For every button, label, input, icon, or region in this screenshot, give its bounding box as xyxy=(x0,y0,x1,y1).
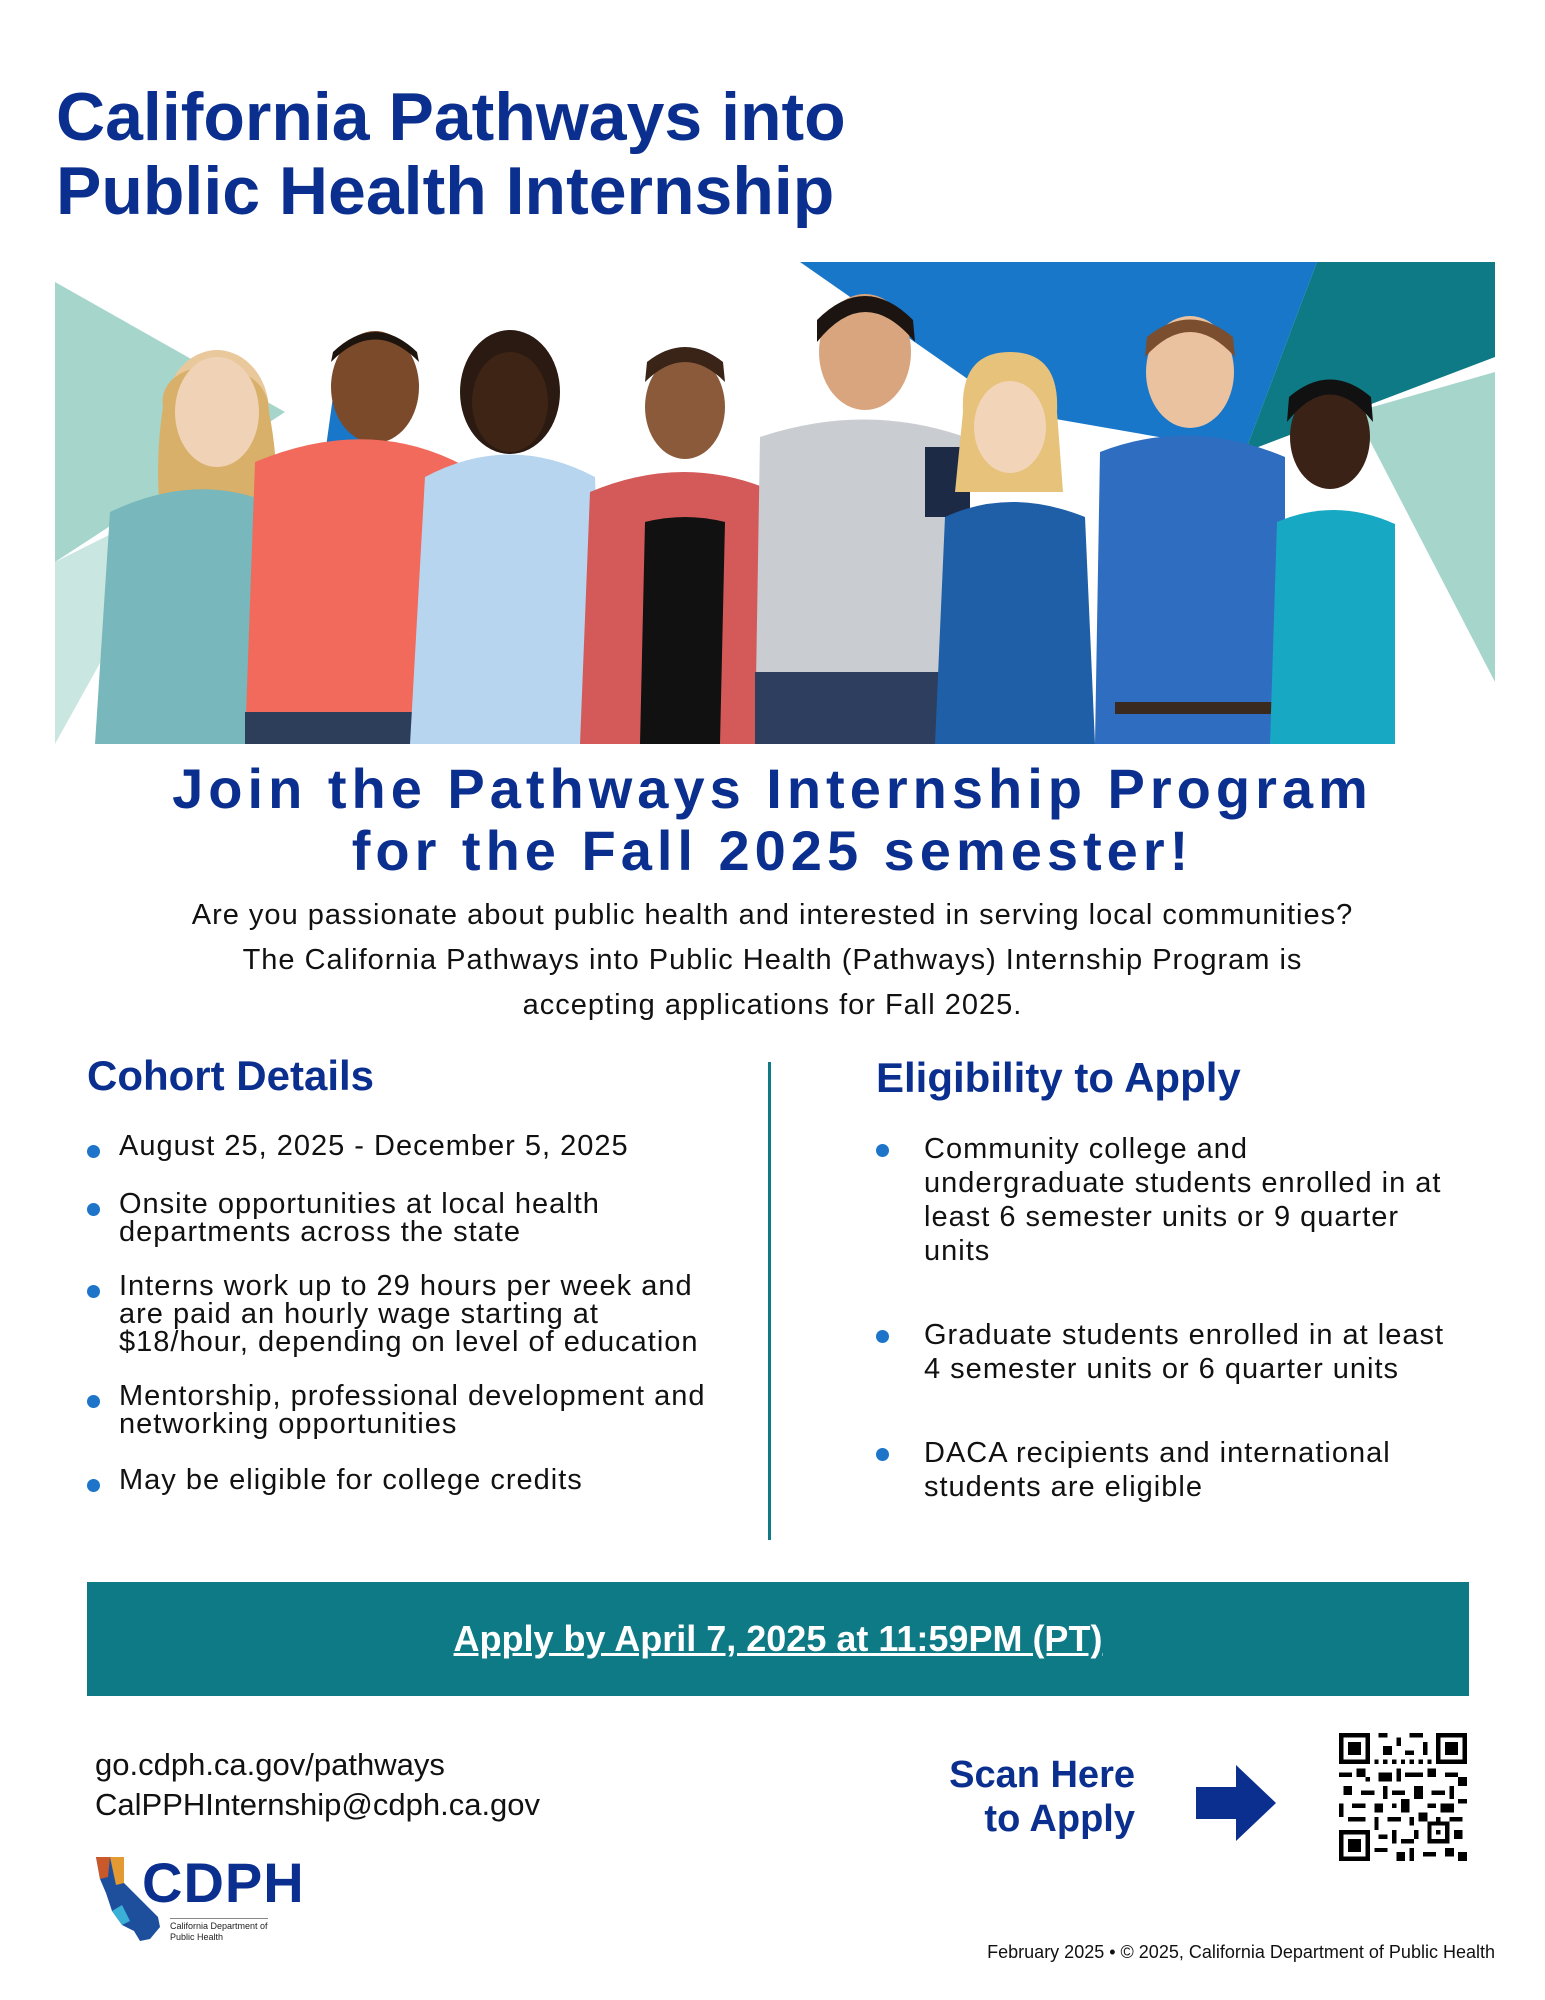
logo-sub-line-1: California Department of xyxy=(170,1921,268,1931)
logo-sub-line-2: Public Health xyxy=(170,1932,224,1942)
list-item xyxy=(87,1466,727,1494)
bullet-dot-icon xyxy=(876,1330,889,1343)
bullet-dot-icon xyxy=(87,1203,100,1216)
cohort-item-dates: August 25, 2025 - December 5, 2025 xyxy=(119,1130,629,1162)
cohort-item-mentorship: Mentorship, professional development and networking opportunities xyxy=(119,1380,706,1440)
eligibility-list xyxy=(876,1132,1456,1554)
cohort-details-list xyxy=(87,1132,727,1494)
apply-deadline-link[interactable]: Apply by April 7, 2025 at 11:59PM (PT) xyxy=(453,1618,1103,1659)
cdph-logo-text: CDPH xyxy=(142,1851,305,1914)
apply-banner xyxy=(87,1582,1469,1696)
intro-line-2: The California Pathways into Public Health (Pathways) Internship Program is xyxy=(242,944,1303,976)
bullet-dot-icon xyxy=(876,1448,889,1461)
eligibility-heading: Eligibility to Apply xyxy=(876,1054,1241,1101)
bullet-dot-icon xyxy=(87,1285,100,1298)
headline-line-2: for the Fall 2025 semester! xyxy=(351,819,1194,882)
contact-info xyxy=(95,1745,540,1825)
headline-line-1: Join the Pathways Internship Program xyxy=(172,757,1373,820)
bullet-dot-icon xyxy=(87,1479,100,1492)
list-item xyxy=(87,1272,727,1356)
list-item xyxy=(876,1318,1456,1386)
list-item xyxy=(876,1132,1456,1268)
title-line-1: California Pathways into xyxy=(56,79,846,155)
scan-line-2: to Apply xyxy=(984,1798,1135,1840)
intro-line-1: Are you passionate about public health and interested in serving local communities? xyxy=(191,899,1354,931)
intro-line-3: accepting applications for Fall 2025. xyxy=(522,989,1023,1021)
cohort-item-onsite: Onsite opportunities at local health departments across the state xyxy=(119,1188,600,1248)
list-item xyxy=(87,1190,727,1246)
email-link[interactable]: CalPPHInternship@cdph.ca.gov xyxy=(95,1787,541,1822)
bullet-dot-icon xyxy=(876,1144,889,1157)
cohort-item-credits: May be eligible for college credits xyxy=(119,1464,583,1496)
cdph-logo-subtitle xyxy=(170,1918,268,1943)
qr-code[interactable] xyxy=(1339,1733,1467,1861)
hero-photo-group-of-students xyxy=(55,262,1495,744)
list-item xyxy=(87,1132,727,1160)
program-headline xyxy=(0,758,1545,882)
column-divider xyxy=(768,1062,771,1540)
website-link[interactable]: go.cdph.ca.gov/pathways xyxy=(95,1747,445,1782)
list-item xyxy=(87,1382,727,1438)
title-line-2: Public Health Internship xyxy=(56,153,835,229)
footer-copyright: February 2025 • © 2025, California Department of Public Health xyxy=(987,1942,1495,1962)
cohort-item-hours: Interns work up to 29 hours per week and are paid an hourly wage starting at $18/hour, depending on level of education xyxy=(119,1270,699,1358)
scan-to-apply-text xyxy=(949,1753,1135,1841)
scan-line-1: Scan Here xyxy=(949,1754,1135,1796)
page-title xyxy=(56,80,846,228)
arrow-right-icon xyxy=(1196,1765,1276,1841)
eligibility-item-daca: DACA recipients and international students are eligible xyxy=(924,1437,1391,1503)
eligibility-item-undergrad: Community college and undergraduate students enrolled in at least 6 semester units or 9 quarter units xyxy=(924,1133,1442,1267)
intro-paragraph xyxy=(0,893,1545,1028)
list-item xyxy=(876,1436,1456,1504)
bullet-dot-icon xyxy=(87,1395,100,1408)
eligibility-item-graduate: Graduate students enrolled in at least 4 semester units or 6 quarter units xyxy=(924,1319,1445,1385)
cohort-details-heading: Cohort Details xyxy=(87,1052,375,1099)
bullet-dot-icon xyxy=(87,1145,100,1158)
